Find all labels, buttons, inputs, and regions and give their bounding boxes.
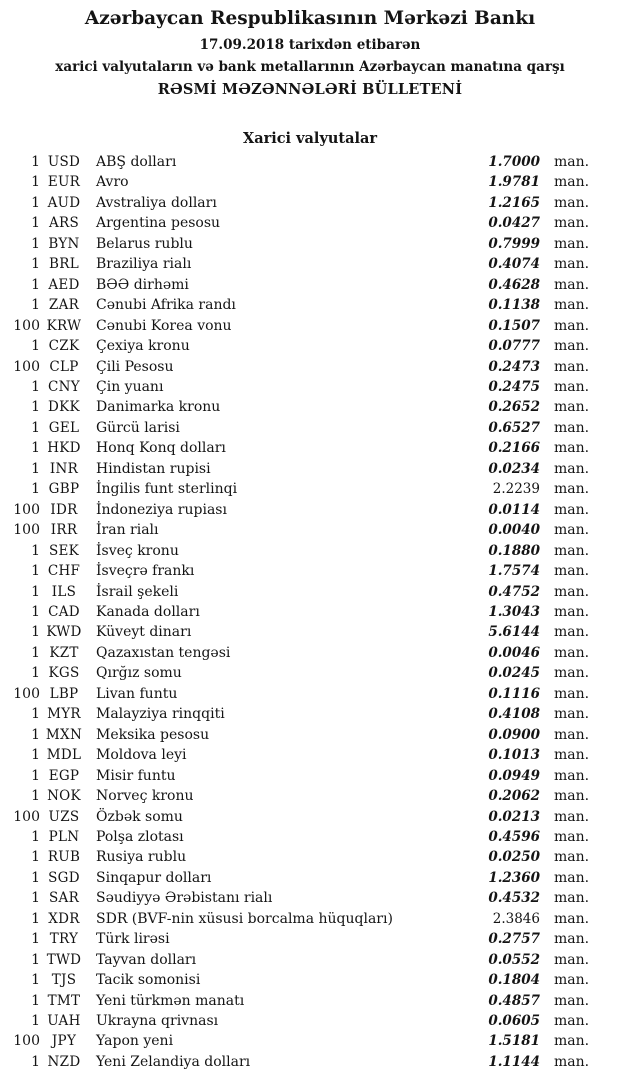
currency-name: Moldova leyi xyxy=(96,747,187,764)
currency-unit: man. xyxy=(554,828,590,845)
currency-row xyxy=(0,622,620,642)
currency-code: INR xyxy=(49,460,79,477)
currency-row xyxy=(0,725,620,745)
currency-name: Rusiya rublu xyxy=(96,849,187,866)
currency-unit: man. xyxy=(554,317,590,334)
currency-qty: 1 xyxy=(31,931,40,948)
currency-qty: 1 xyxy=(31,194,40,211)
currency-code: TJS xyxy=(51,972,77,989)
currency-qty: 1 xyxy=(31,726,40,743)
currency-row xyxy=(0,602,620,622)
currency-rate: 2.2239 xyxy=(492,481,540,498)
currency-code: ARS xyxy=(48,215,80,232)
currency-name: İsveçrə frankı xyxy=(96,563,195,580)
currency-code: PLN xyxy=(48,828,80,845)
currency-name: Tayvan dolları xyxy=(96,951,197,968)
currency-code: LBP xyxy=(49,685,79,702)
currency-code: KRW xyxy=(46,317,82,334)
currency-qty: 1 xyxy=(31,256,40,273)
currency-unit: man. xyxy=(554,297,590,314)
currency-name: Yeni Zelandiya dolları xyxy=(96,1053,251,1070)
currency-rate: 0.4857 xyxy=(488,992,540,1009)
currency-rate: 0.0046 xyxy=(488,644,540,661)
currency-unit: man. xyxy=(554,910,590,927)
currency-name: İran rialı xyxy=(96,522,159,539)
currency-unit: man. xyxy=(554,338,590,355)
currency-row xyxy=(0,1031,620,1051)
currency-code: MXN xyxy=(45,726,83,743)
currency-row xyxy=(0,663,620,683)
currency-unit: man. xyxy=(554,501,590,518)
currency-rate: 5.6144 xyxy=(488,624,540,641)
currency-qty: 1 xyxy=(31,849,40,866)
currency-name: Sinqapur dolları xyxy=(96,869,212,886)
currency-rate: 0.4628 xyxy=(488,276,540,293)
currency-name: Belarus rublu xyxy=(96,235,193,252)
currency-unit: man. xyxy=(554,440,590,457)
currency-unit: man. xyxy=(554,358,590,375)
currency-qty: 1 xyxy=(31,869,40,886)
currency-row xyxy=(0,254,620,274)
currency-code: ZAR xyxy=(48,297,80,314)
currency-rate: 0.1507 xyxy=(488,317,540,334)
currency-name: Ukrayna qrivnası xyxy=(96,1013,219,1030)
currency-code: SGD xyxy=(48,869,80,886)
currency-qty: 1 xyxy=(31,665,40,682)
currency-rate: 2.3846 xyxy=(492,910,540,927)
bulletin-header xyxy=(0,0,620,99)
currency-row xyxy=(0,888,620,908)
currency-code: MDL xyxy=(46,747,82,764)
currency-name: İsrail şekeli xyxy=(96,583,179,600)
currency-name: Cənubi Korea vonu xyxy=(96,317,232,334)
currency-row xyxy=(0,909,620,929)
currency-qty: 1 xyxy=(31,440,40,457)
currency-code: TWD xyxy=(46,951,82,968)
currency-row xyxy=(0,275,620,295)
currency-qty: 1 xyxy=(31,1053,40,1070)
currency-qty: 1 xyxy=(31,154,40,170)
subject-line: xarici valyutaların və bank metallarının Azərbaycan manatına qarşı xyxy=(55,59,565,75)
currency-code: JPY xyxy=(51,1033,77,1050)
currency-code: ILS xyxy=(51,583,77,600)
currency-row xyxy=(0,459,620,479)
currency-name: Kanada dolları xyxy=(96,603,200,620)
currency-qty: 1 xyxy=(31,235,40,252)
currency-rate-table xyxy=(0,152,620,1072)
currency-unit: man. xyxy=(554,174,590,191)
currency-unit: man. xyxy=(554,890,590,907)
currency-unit: man. xyxy=(554,419,590,436)
currency-name: İsveç kronu xyxy=(96,542,179,559)
currency-name: Cənubi Afrika randı xyxy=(96,297,236,314)
currency-name: Livan funtu xyxy=(96,685,178,702)
currency-rate: 0.4108 xyxy=(488,706,540,723)
currency-unit: man. xyxy=(554,624,590,641)
currency-rate: 0.2166 xyxy=(488,440,540,457)
currency-code: BRL xyxy=(49,256,79,273)
currency-unit: man. xyxy=(554,972,590,989)
currency-unit: man. xyxy=(554,1053,590,1070)
currency-qty: 1 xyxy=(31,215,40,232)
currency-row xyxy=(0,847,620,867)
currency-row xyxy=(0,295,620,315)
currency-row xyxy=(0,500,620,520)
currency-code: IDR xyxy=(50,501,78,518)
currency-name: Küveyt dinarı xyxy=(96,624,192,641)
currency-rate: 0.1013 xyxy=(488,747,540,764)
currency-rate: 1.9781 xyxy=(488,174,540,191)
currency-rate: 0.1880 xyxy=(488,542,540,559)
currency-name: Polşa zlotası xyxy=(96,828,184,845)
currency-rate: 0.0427 xyxy=(488,215,540,232)
currency-rate: 1.2165 xyxy=(488,194,540,211)
currency-name: Gürcü larisi xyxy=(96,419,180,436)
currency-name: Türk lirəsi xyxy=(96,931,170,948)
currency-name: Argentina pesosu xyxy=(96,215,221,232)
currency-qty: 1 xyxy=(31,828,40,845)
currency-rate: 0.4074 xyxy=(488,256,540,273)
currency-code: AUD xyxy=(47,194,81,211)
currency-name: Meksika pesosu xyxy=(96,726,210,743)
currency-rate: 0.6527 xyxy=(488,419,540,436)
currency-rate: 0.0245 xyxy=(488,665,540,682)
currency-name: Yapon yeni xyxy=(96,1033,174,1050)
currency-qty: 100 xyxy=(13,317,40,334)
currency-row xyxy=(0,357,620,377)
currency-name: Avro xyxy=(96,174,129,191)
currency-qty: 1 xyxy=(31,624,40,641)
currency-row xyxy=(0,745,620,765)
currency-name: Tacik somonisi xyxy=(96,972,201,989)
currency-row xyxy=(0,377,620,397)
currency-qty: 1 xyxy=(31,419,40,436)
currency-code: KGS xyxy=(48,665,80,682)
currency-code: HKD xyxy=(47,440,81,457)
currency-row xyxy=(0,704,620,724)
currency-row xyxy=(0,172,620,192)
currency-name: Braziliya rialı xyxy=(96,256,192,273)
currency-row xyxy=(0,561,620,581)
currency-unit: man. xyxy=(554,378,590,395)
currency-unit: man. xyxy=(554,788,590,805)
currency-code: IRR xyxy=(50,522,78,539)
currency-qty: 1 xyxy=(31,542,40,559)
currency-code: DKK xyxy=(48,399,80,416)
currency-row xyxy=(0,868,620,888)
currency-rate: 0.4596 xyxy=(488,828,540,845)
currency-qty: 100 xyxy=(13,522,40,539)
currency-unit: man. xyxy=(554,194,590,211)
currency-unit: man. xyxy=(554,849,590,866)
currency-row xyxy=(0,643,620,663)
section-title-foreign-currencies: Xarici valyutalar xyxy=(242,130,378,147)
currency-row xyxy=(0,970,620,990)
currency-code: CZK xyxy=(48,338,80,355)
currency-row xyxy=(0,807,620,827)
currency-row xyxy=(0,582,620,602)
currency-row xyxy=(0,316,620,336)
currency-code: UAH xyxy=(47,1013,81,1030)
currency-rate: 0.0900 xyxy=(488,726,540,743)
currency-name: BƏƏ dirhəmi xyxy=(96,276,189,293)
currency-name: ABŞ dolları xyxy=(96,154,177,170)
currency-row xyxy=(0,234,620,254)
currency-rate: 0.1116 xyxy=(488,685,540,702)
currency-rate: 1.5181 xyxy=(488,1033,540,1050)
currency-qty: 1 xyxy=(31,972,40,989)
currency-qty: 100 xyxy=(13,1033,40,1050)
currency-rate: 1.7000 xyxy=(488,154,540,170)
currency-code: GBP xyxy=(48,481,80,498)
currency-unit: man. xyxy=(554,603,590,620)
currency-qty: 1 xyxy=(31,890,40,907)
currency-code: UZS xyxy=(48,808,80,825)
currency-unit: man. xyxy=(554,665,590,682)
currency-qty: 1 xyxy=(31,747,40,764)
currency-unit: man. xyxy=(554,747,590,764)
currency-code: TRY xyxy=(49,931,79,948)
currency-code: EGP xyxy=(48,767,80,784)
currency-rate: 0.2652 xyxy=(488,399,540,416)
currency-row xyxy=(0,479,620,499)
currency-code: EUR xyxy=(47,174,81,191)
currency-qty: 1 xyxy=(31,583,40,600)
currency-unit: man. xyxy=(554,235,590,252)
currency-unit: man. xyxy=(554,808,590,825)
currency-code: AED xyxy=(48,276,80,293)
currency-unit: man. xyxy=(554,1033,590,1050)
currency-name: İngilis funt sterlinqi xyxy=(96,481,238,498)
currency-qty: 1 xyxy=(31,910,40,927)
currency-code: KZT xyxy=(49,644,79,661)
currency-rate: 0.1138 xyxy=(488,297,540,314)
currency-rate: 0.1804 xyxy=(488,972,540,989)
currency-rate: 0.0949 xyxy=(488,767,540,784)
currency-unit: man. xyxy=(554,542,590,559)
currency-unit: man. xyxy=(554,460,590,477)
currency-code: CNY xyxy=(48,378,80,395)
currency-row xyxy=(0,766,620,786)
currency-row xyxy=(0,336,620,356)
currency-unit: man. xyxy=(554,399,590,416)
currency-qty: 1 xyxy=(31,992,40,1009)
currency-unit: man. xyxy=(554,767,590,784)
currency-code: GEL xyxy=(48,419,80,436)
currency-qty: 100 xyxy=(13,685,40,702)
currency-code: USD xyxy=(47,154,81,170)
currency-unit: man. xyxy=(554,869,590,886)
currency-qty: 1 xyxy=(31,951,40,968)
currency-qty: 1 xyxy=(31,399,40,416)
currency-row xyxy=(0,786,620,806)
currency-name: Özbək somu xyxy=(96,808,183,825)
currency-qty: 1 xyxy=(31,174,40,191)
currency-qty: 1 xyxy=(31,644,40,661)
currency-qty: 1 xyxy=(31,378,40,395)
currency-row xyxy=(0,1052,620,1072)
currency-name: Hindistan rupisi xyxy=(96,460,211,477)
currency-qty: 1 xyxy=(31,563,40,580)
currency-row xyxy=(0,1011,620,1031)
currency-code: SEK xyxy=(48,542,80,559)
currency-unit: man. xyxy=(554,522,590,539)
bulletin-title: RƏSMİ MƏZƏNNƏLƏRİ BÜLLETENİ xyxy=(157,81,463,98)
currency-qty: 1 xyxy=(31,603,40,620)
currency-rate: 0.2062 xyxy=(488,788,540,805)
currency-code: SAR xyxy=(48,890,80,907)
currency-name: Danimarka kronu xyxy=(96,399,221,416)
currency-rate: 0.0250 xyxy=(488,849,540,866)
currency-rate: 0.2473 xyxy=(488,358,540,375)
currency-rate: 0.0114 xyxy=(488,501,540,518)
currency-unit: man. xyxy=(554,992,590,1009)
currency-rate: 1.3043 xyxy=(488,603,540,620)
currency-code: NZD xyxy=(47,1053,81,1070)
currency-rate: 1.1144 xyxy=(488,1053,540,1070)
currency-qty: 100 xyxy=(13,358,40,375)
currency-name: Avstraliya dolları xyxy=(96,194,217,211)
currency-row xyxy=(0,520,620,540)
currency-unit: man. xyxy=(554,583,590,600)
currency-row xyxy=(0,213,620,233)
currency-rate: 0.0213 xyxy=(488,808,540,825)
currency-code: XDR xyxy=(48,910,80,927)
currency-rate: 1.2360 xyxy=(488,869,540,886)
currency-code: CHF xyxy=(47,563,81,580)
currency-code: TMT xyxy=(47,992,81,1009)
currency-qty: 1 xyxy=(31,297,40,314)
currency-row xyxy=(0,991,620,1011)
currency-name: Qırğız somu xyxy=(96,665,182,682)
currency-name: SDR (BVF-nin xüsusi borcalma hüquqları) xyxy=(96,910,393,927)
currency-code: KWD xyxy=(46,624,82,641)
currency-table-body xyxy=(0,152,620,1072)
currency-code: CAD xyxy=(48,603,80,620)
currency-unit: man. xyxy=(554,706,590,723)
currency-unit: man. xyxy=(554,563,590,580)
currency-rate: 0.0040 xyxy=(488,522,540,539)
currency-row xyxy=(0,827,620,847)
currency-name: İndoneziya rupiası xyxy=(96,501,227,518)
currency-qty: 100 xyxy=(13,501,40,518)
currency-qty: 1 xyxy=(31,767,40,784)
currency-code: MYR xyxy=(47,706,81,723)
currency-qty: 1 xyxy=(31,788,40,805)
currency-rate: 0.0605 xyxy=(488,1013,540,1030)
currency-name: Malayziya rinqqiti xyxy=(96,706,225,723)
currency-rate: 0.0552 xyxy=(488,951,540,968)
currency-rate: 0.0777 xyxy=(488,338,540,355)
currency-unit: man. xyxy=(554,215,590,232)
currency-qty: 1 xyxy=(31,276,40,293)
currency-qty: 1 xyxy=(31,1013,40,1030)
currency-name: Çili Pesosu xyxy=(96,358,174,375)
currency-code: BYN xyxy=(48,235,80,252)
currency-qty: 1 xyxy=(31,706,40,723)
currency-name: Səudiyyə Ərəbistanı rialı xyxy=(96,890,273,907)
currency-unit: man. xyxy=(554,726,590,743)
currency-rate: 0.4752 xyxy=(488,583,540,600)
currency-rate: 0.2757 xyxy=(488,931,540,948)
currency-row xyxy=(0,193,620,213)
currency-name: Yeni türkmən manatı xyxy=(96,992,245,1009)
effective-date-line: 17.09.2018 tarixdən etibarən xyxy=(199,37,421,53)
currency-row xyxy=(0,684,620,704)
currency-row xyxy=(0,152,620,172)
currency-name: Honq Konq dolları xyxy=(96,440,226,457)
currency-unit: man. xyxy=(554,276,590,293)
currency-unit: man. xyxy=(554,951,590,968)
currency-code: NOK xyxy=(47,788,81,805)
currency-qty: 1 xyxy=(31,460,40,477)
currency-unit: man. xyxy=(554,256,590,273)
currency-rate: 0.7999 xyxy=(488,235,540,252)
currency-row xyxy=(0,950,620,970)
currency-code: RUB xyxy=(47,849,81,866)
currency-name: Çin yuanı xyxy=(96,378,164,395)
currency-row xyxy=(0,418,620,438)
currency-qty: 1 xyxy=(31,338,40,355)
currency-unit: man. xyxy=(554,481,590,498)
currency-unit: man. xyxy=(554,931,590,948)
currency-row xyxy=(0,438,620,458)
currency-row xyxy=(0,397,620,417)
currency-unit: man. xyxy=(554,154,590,170)
currency-name: Norveç kronu xyxy=(96,788,194,805)
currency-qty: 1 xyxy=(31,481,40,498)
currency-rate: 0.0234 xyxy=(488,460,540,477)
bank-name-title: Azərbaycan Respublikasının Mərkəzi Bankı xyxy=(84,8,536,29)
currency-name: Misir funtu xyxy=(96,767,176,784)
currency-name: Çexiya kronu xyxy=(96,338,190,355)
currency-name: Qazaxıstan tengəsi xyxy=(96,644,231,661)
currency-rate: 1.7574 xyxy=(488,563,540,580)
currency-row xyxy=(0,929,620,949)
currency-row xyxy=(0,541,620,561)
currency-rate: 0.4532 xyxy=(488,890,540,907)
currency-unit: man. xyxy=(554,644,590,661)
currency-code: CLP xyxy=(49,358,79,375)
currency-unit: man. xyxy=(554,1013,590,1030)
currency-rate: 0.2475 xyxy=(488,378,540,395)
currency-unit: man. xyxy=(554,685,590,702)
currency-qty: 100 xyxy=(13,808,40,825)
